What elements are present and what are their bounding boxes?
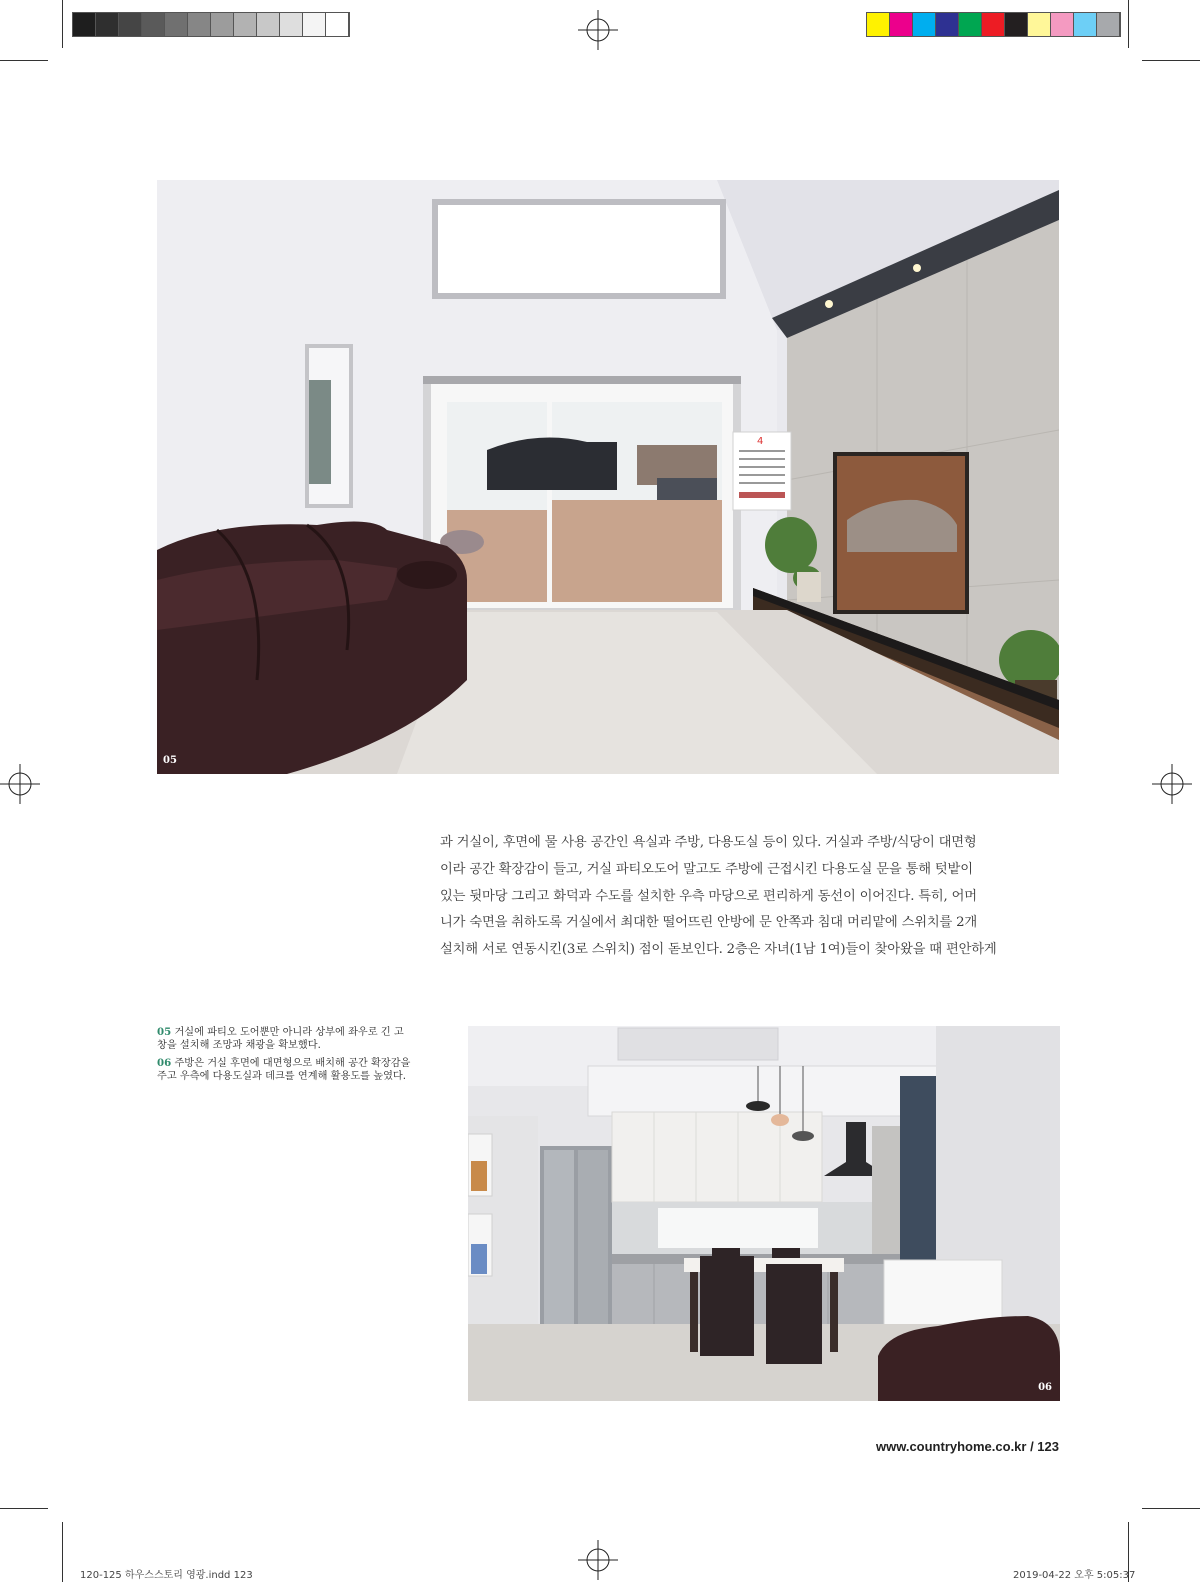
registration-mark	[578, 10, 618, 50]
registration-mark	[578, 1540, 618, 1580]
article-body	[440, 830, 1060, 964]
color-swatch	[280, 13, 303, 36]
photo-number: 06	[1038, 1382, 1052, 1393]
caption-06	[157, 1057, 411, 1083]
crop-mark	[1142, 60, 1200, 61]
crop-mark	[0, 1508, 48, 1509]
color-swatch	[1005, 13, 1028, 36]
color-swatch	[1028, 13, 1051, 36]
page-footer-url: www.countryhome.co.kr / 123	[875, 1439, 1059, 1454]
registration-mark	[0, 764, 40, 804]
crop-mark	[1142, 1508, 1200, 1509]
living-room-photo	[157, 180, 1059, 774]
color-swatch	[867, 13, 890, 36]
caption-number: 06	[157, 1057, 172, 1069]
color-swatch	[211, 13, 234, 36]
body-line: 설치해 서로 연동시킨(3로 스위치) 점이 돋보인다. 2층은 자녀(1남 1여)들이 찾아왔을 때 편안하게	[440, 942, 997, 958]
color-swatch	[96, 13, 119, 36]
timestamp-slug: 2019-04-22 오후 5:05:37	[1013, 1570, 1136, 1581]
caption-text: 주방은 거실 후면에 대면형으로 배치해 공간 확장감을 주고 우측에 다용도실과 데크를 연계해 활용도를 높였다.	[157, 1058, 411, 1082]
body-line: 과 거실이, 후면에 물 사용 공간인 욕실과 주방, 다용도실 등이 있다. 거실과 주방/식당이 대면형	[440, 835, 977, 850]
crop-mark	[62, 1522, 63, 1582]
color-swatch	[303, 13, 326, 36]
grayscale-color-bar	[72, 12, 350, 37]
caption-text: 거실에 파티오 도어뿐만 아니라 상부에 좌우로 긴 고창을 설치해 조망과 채광을 확보했다.	[157, 1027, 404, 1051]
color-swatch	[257, 13, 280, 36]
color-swatch	[913, 13, 936, 36]
kitchen-photo	[468, 1026, 1060, 1401]
cmyk-color-bar	[866, 12, 1121, 37]
color-swatch	[890, 13, 913, 36]
caption-05	[157, 1026, 411, 1052]
color-swatch	[73, 13, 96, 36]
file-slug: 120-125 하우스스토리 영광.indd 123	[80, 1570, 253, 1581]
caption-number: 05	[157, 1026, 172, 1038]
color-swatch	[1051, 13, 1074, 36]
color-swatch	[188, 13, 211, 36]
crop-mark	[1128, 0, 1129, 48]
color-swatch	[234, 13, 257, 36]
registration-mark	[1152, 764, 1192, 804]
color-swatch	[142, 13, 165, 36]
photo-number: 05	[163, 755, 177, 766]
color-swatch	[119, 13, 142, 36]
crop-mark	[0, 60, 48, 61]
body-line: 니가 숙면을 취하도록 거실에서 최대한 떨어뜨린 안방에 문 안쪽과 침대 머리맡에 스위치를 2개	[440, 915, 978, 931]
calendar-month: 4	[757, 436, 764, 447]
color-swatch	[959, 13, 982, 36]
color-swatch	[1074, 13, 1097, 36]
body-line: 이라 공간 확장감이 들고, 거실 파티오도어 말고도 주방에 근접시킨 다용도실 문을 통해 텃밭이	[440, 861, 973, 877]
crop-mark	[62, 0, 63, 48]
body-line: 있는 뒷마당 그리고 화덕과 수도를 설치한 우측 마당으로 편리하게 동선이 이어진다. 특히, 어머	[440, 888, 977, 904]
color-swatch	[326, 13, 349, 36]
color-swatch	[1097, 13, 1120, 36]
photo-captions	[157, 1026, 411, 1088]
color-swatch	[165, 13, 188, 36]
color-swatch	[982, 13, 1005, 36]
color-swatch	[936, 13, 959, 36]
